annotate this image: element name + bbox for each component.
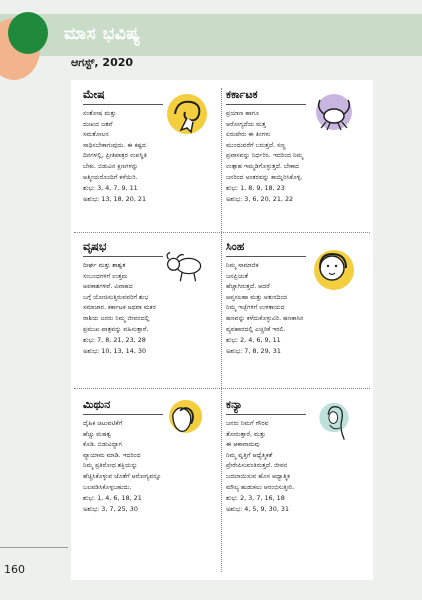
decorative-green-circle <box>8 12 48 54</box>
description-line: ಜನರು ನಿಮಗೆ ಗೌರವ <box>226 420 269 427</box>
unlucky-dates: ಅಶುಭ: 7, 8, 29, 31 <box>226 347 281 356</box>
lucky-dates: ಶುಭ: 2, 4, 6, 9, 11 <box>226 336 281 345</box>
lucky-dates: ಶುಭ: 3, 4, 7, 9, 11 <box>83 184 138 193</box>
description-line: ದುಃಖದ ಜತವೆ <box>83 120 113 128</box>
description-line: ಸಂತೋಷ ಮತ್ತು <box>83 110 117 117</box>
description-line: ಅವಕಾಶಗಳಿವೆ. ವಿವಾಹದ <box>83 283 133 291</box>
row-divider <box>74 232 370 233</box>
description-line: ಆತ್ಮೀಯರೊಂದಿಗೆ ಕಳೆಯಿರಿ. <box>83 173 138 181</box>
lucky-dates: ಶುಭ: 2, 3, 7, 16, 18 <box>226 494 285 503</box>
description-line: ಸಮತೋಲನ <box>83 131 109 139</box>
description-line: ವ್ಯವಹಾರದಲ್ಲಿ ಎಚ್ಚರಿಕೆ ಇರಲಿ. <box>226 325 286 333</box>
description-line: ಸಮಾಚಾರ. ಕರ್ಕಾಟಕ ಅಥವಾ ಮಕರ <box>83 304 156 312</box>
unlucky-dates: ಅಶುಭ: 3, 7, 25, 30 <box>83 505 138 514</box>
sign-name: ಸಿಂಹ <box>226 240 306 257</box>
description-line: ಆಪ್ತಸಲಹಾ ಮತ್ತು ಆತುರದಿಂದ <box>226 293 288 301</box>
virgo-maiden-icon <box>312 400 356 444</box>
sign-name: ಮೇಷ <box>83 88 163 105</box>
description-line: ಏರುಪೇರು ಈ ತಿಂಗಳು <box>226 131 271 139</box>
sign-name: ಕನ್ಯಾ <box>226 398 306 415</box>
description-line: ನಿಮ್ಮ ಪ್ರತಿರೋಧ ಶಕ್ತಿಯನ್ನು <box>83 462 138 470</box>
unlucky-dates: ಅಶುಭ: 10, 13, 14, 30 <box>83 347 147 356</box>
description-line: ಬೇಕು. ಬಿಡುವಿನ ಕ್ಷಣಗಳನ್ನು <box>83 162 139 170</box>
description-line: ದಿನಗಳಲ್ಲಿ, ಪ್ರೀತಿಪಾತ್ರರ ಉಪಸ್ಥಿತಿ <box>83 152 147 160</box>
description-line: ಉತ್ಸಾಹ ಇಮ್ಮಡಿಗೊಳ್ಳುತ್ತದೆ. ಬೇಕಾದ <box>226 162 300 170</box>
description-line: ಬಗ್ಗೆ ಯೋಚಿಸುತ್ತಿರುವವರಿಗೆ ಶುಭ <box>83 293 149 301</box>
description-line: ಬಲಪಡಿಸಿಕೊಳ್ಳಬಹುದು. <box>83 483 132 491</box>
description-line: ಪ್ರವಾಸವನ್ನು ನಿರ್ಧರಿಸಿ. ಇದರಿಂದ ನಿಮ್ಮ <box>226 152 304 160</box>
description-line: ಹೆಚ್ಚಿಸಿಕೊಳ್ಳುವ ಜೊತೆಗೆ ಆರೋಗ್ಯವನ್ನೂ <box>83 472 162 480</box>
leo-lion-icon <box>312 248 356 292</box>
unlucky-dates: ಅಶುಭ: 3, 6, 20, 21, 22 <box>226 195 294 204</box>
description-line: ಜನಪ್ರಿಯತೆ <box>226 272 248 280</box>
gemini-twins-icon <box>160 398 204 442</box>
description-line: ವ್ಯಾಯಾಮ ಮಾಡಿ. ಇದರಿಂದ <box>83 451 141 459</box>
description-line: ಹೆಚ್ಚಾಗಿರುತ್ತದೆ. ಆದರೆ <box>226 283 270 291</box>
page-rule <box>0 547 68 548</box>
description-line: ನಿಮ್ಮ ಇಚ್ಛೆಗಳಿಗೆ ಉಳಿತಾಯದ <box>226 304 285 312</box>
taurus-bull-icon <box>160 244 204 288</box>
unlucky-dates: ಅಶುಭ: 4, 5, 9, 30, 31 <box>226 505 290 514</box>
description-line: ಪ್ರೇರೇಪಿಸುವಂತಿರುತ್ತದೆ. ಜೀವನ <box>226 462 288 470</box>
description-line: ತೋರುತ್ತಾರೆ, ಮತ್ತು <box>226 430 266 438</box>
lucky-dates: ಶುಭ: 1, 4, 6, 18, 21 <box>83 494 142 503</box>
description-line: ಪ್ರಯಾಣ ಹಾಗೂ <box>226 110 260 117</box>
unlucky-dates: ಅಶುಭ: 13, 18, 20, 21 <box>83 195 147 204</box>
description-line: ಮುಂದುವರೆಗೆ ಬರುತ್ತದೆ. ಸಣ್ಣ <box>226 141 286 149</box>
description-line: ಹಣವನ್ನು ಕಳೆದುಕೊಳ್ಳುವಿರಿ. ಹಣಕಾಸಿನ <box>226 314 304 322</box>
description-line: ನಿಮ್ಮ ಸಾಮಾಜಿಕ <box>226 262 259 269</box>
cancer-crab-icon <box>312 92 356 136</box>
aries-ram-icon <box>165 92 209 136</box>
lucky-dates: ಶುಭ: 1, 8, 9, 18, 23 <box>226 184 285 193</box>
page-number: 160 <box>4 563 25 576</box>
description-line: ರಾಶಿಯ ಜನರು ನಿಮ್ಮ ಜೀವನದಲ್ಲಿ <box>83 314 150 322</box>
description-line: ಸಂಬಂಧಗಳಿಗೆ ಉತ್ತಮ <box>83 272 128 280</box>
sign-name: ಕರ್ಕಾಟಕ <box>226 88 306 105</box>
description-line: ಸಾಧಿಸಬೇಕಾಗುವುದು. ಈ ಕಷ್ಟದ <box>83 141 147 149</box>
section-title: ಮಾಸ ಭವಿಷ್ಯ <box>64 24 141 44</box>
description-line: ದೈಹಿಕ ಚಟುವಟಿಕೆಗೆ <box>83 420 123 427</box>
description-line: ಆರೋಗ್ಯದೆಯ ಮತ್ತ <box>226 120 266 128</box>
lucky-dates: ಶುಭ: 7, 8, 21, 23, 28 <box>83 336 146 345</box>
sign-name: ವೃಷಭ <box>83 240 163 257</box>
description-line: ಪ್ರಮುಖ ಪಾತ್ರವನ್ನು ವಹಿಸುತ್ತಾರೆ. <box>83 325 149 333</box>
description-line: ಬದಲಾಯಿಸುವ ಹೊಸ ಆಧ್ಯಾತ್ಮಿಕ <box>226 472 290 480</box>
description-line: ಈ ಆಕಾವಾದುವು <box>226 441 260 449</box>
description-line: ಹೆಚ್ಚು ಮಹತ್ವ <box>83 430 111 438</box>
sign-name: ಮಿಥುನ <box>83 398 163 415</box>
description-line: ಕೊಡಿ. ಬಿಡುವಿದ್ದಾಗ <box>83 441 122 449</box>
month-label: ಆಗಸ್ಟ್, 2020 <box>71 56 134 69</box>
description-line: ಮೌಲ್ಯ ಹುಡುಕಲು ಆರಂಭಿಸುತ್ತೀರಿ. <box>226 483 295 491</box>
description-line: ನಿಮ್ಮ ವೃತ್ತಿಗೆ ಆಧ್ಯೆತ್ಮಿಕತೆ <box>226 451 273 459</box>
row-divider <box>74 388 370 389</box>
description-line: ಜನರಿಂದ ಅಂತರವನ್ನು ಕಾಯ್ದಿರಿಸಿಕೊಳ್ಳಿ. <box>226 173 303 181</box>
description-line: ದೀರ್ಘ ಮತ್ತು ಶಾಶ್ವತ <box>83 262 126 269</box>
